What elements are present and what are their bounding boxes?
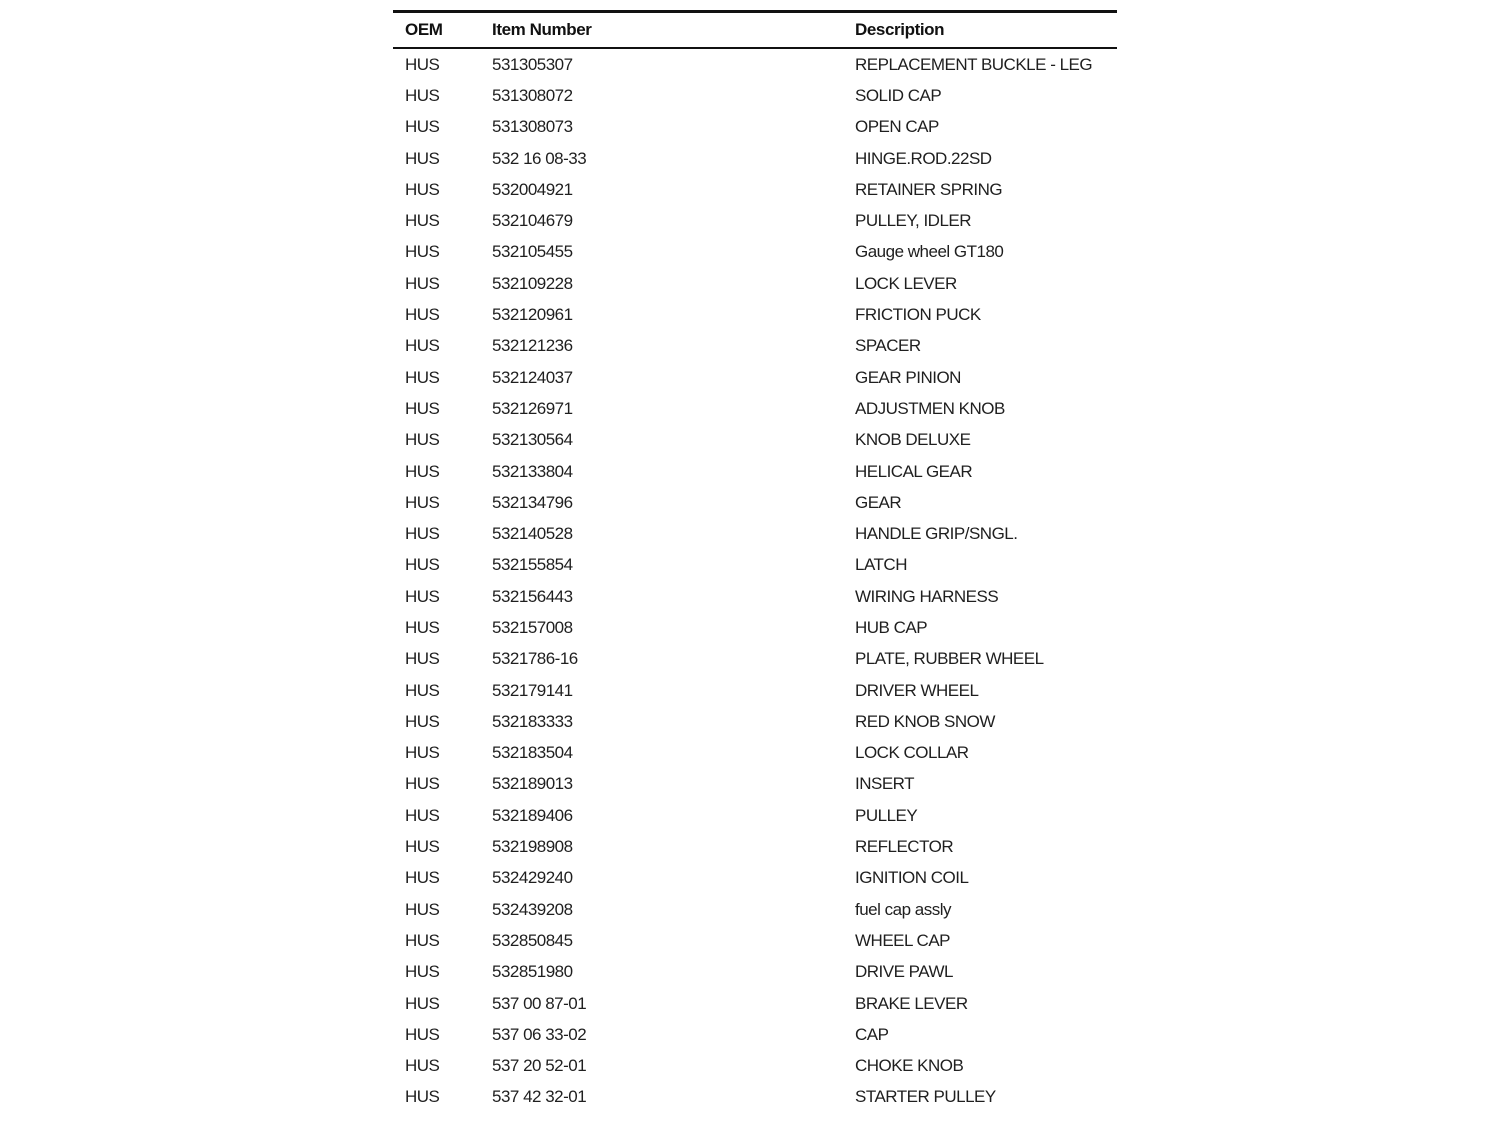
cell-item-number: 532189013	[492, 774, 573, 794]
cell-oem: HUS	[405, 398, 440, 418]
cell-oem: HUS	[405, 367, 440, 387]
header-row	[393, 12, 1117, 49]
table-row	[393, 706, 1117, 737]
cell-description: STARTER PULLEY	[855, 1087, 996, 1107]
cell-oem: HUS	[405, 555, 440, 575]
cell-oem: HUS	[405, 179, 440, 199]
cell-description: CHOKE KNOB	[855, 1056, 964, 1076]
cell-description: REPLACEMENT BUCKLE - LEG	[855, 54, 1093, 74]
cell-description: RETAINER SPRING	[855, 179, 1003, 199]
table-row	[393, 299, 1117, 330]
cell-description: PULLEY	[855, 805, 918, 825]
cell-item-number: 532179141	[492, 680, 573, 700]
table-row	[393, 831, 1117, 862]
column-header-item-number: Item Number	[492, 12, 855, 49]
cell-description: CAP	[855, 1024, 889, 1044]
table-row	[393, 894, 1117, 925]
cell-description: LOCK LEVER	[855, 273, 957, 293]
cell-description: LOCK COLLAR	[855, 743, 969, 763]
table-row	[393, 143, 1117, 174]
table-row	[393, 550, 1117, 581]
column-header-oem: OEM	[393, 12, 492, 49]
cell-item-number: 532189406	[492, 805, 573, 825]
cell-item-number: 5321786-16	[492, 649, 578, 669]
cell-description: ADJUSTMEN KNOB	[855, 398, 1005, 418]
cell-item-number: 537 06 33-02	[492, 1024, 587, 1044]
cell-oem: HUS	[405, 649, 440, 669]
cell-item-number: 532109228	[492, 273, 573, 293]
cell-oem: HUS	[405, 805, 440, 825]
cell-description: HUB CAP	[855, 617, 928, 637]
cell-item-number: 532157008	[492, 617, 573, 637]
cell-item-number: 532851980	[492, 962, 573, 982]
cell-item-number: 532439208	[492, 899, 573, 919]
cell-item-number: 537 20 52-01	[492, 1056, 587, 1076]
cell-description: Gauge wheel GT180	[855, 242, 1004, 262]
cell-item-number: 532121236	[492, 336, 573, 356]
cell-item-number: 532850845	[492, 930, 573, 950]
cell-description: INSERT	[855, 774, 915, 794]
cell-oem: HUS	[405, 586, 440, 606]
table-row	[393, 48, 1117, 80]
table-row	[393, 393, 1117, 424]
table-row	[393, 957, 1117, 988]
cell-description: PULLEY, IDLER	[855, 211, 972, 231]
cell-oem: HUS	[405, 242, 440, 262]
table-row	[393, 1082, 1117, 1113]
cell-oem: HUS	[405, 711, 440, 731]
cell-description: RED KNOB SNOW	[855, 711, 995, 731]
table-row	[393, 1019, 1117, 1050]
table-row	[393, 612, 1117, 643]
table-row	[393, 205, 1117, 236]
table-row	[393, 425, 1117, 456]
cell-item-number: 532140528	[492, 524, 573, 544]
cell-item-number: 532126971	[492, 398, 573, 418]
cell-oem: HUS	[405, 774, 440, 794]
cell-description: LATCH	[855, 555, 907, 575]
cell-oem: HUS	[405, 993, 440, 1013]
table-row	[393, 1051, 1117, 1082]
table-row	[393, 644, 1117, 675]
cell-oem: HUS	[405, 273, 440, 293]
cell-oem: HUS	[405, 1087, 440, 1107]
cell-description: OPEN CAP	[855, 117, 939, 137]
cell-description: HANDLE GRIP/SNGL.	[855, 524, 1018, 544]
cell-description: SOLID CAP	[855, 85, 942, 105]
table-row	[393, 112, 1117, 143]
table-row	[393, 362, 1117, 393]
table-row	[393, 174, 1117, 205]
table-row	[393, 738, 1117, 769]
cell-oem: HUS	[405, 461, 440, 481]
cell-item-number: 532155854	[492, 555, 573, 575]
cell-description: GEAR	[855, 492, 902, 512]
cell-item-number: 532133804	[492, 461, 573, 481]
cell-oem: HUS	[405, 148, 440, 168]
cell-item-number: 532156443	[492, 586, 573, 606]
cell-description: PLATE, RUBBER WHEEL	[855, 649, 1044, 669]
cell-item-number: 532183504	[492, 743, 573, 763]
cell-description: WHEEL CAP	[855, 930, 951, 950]
cell-oem: HUS	[405, 930, 440, 950]
cell-description: REFLECTOR	[855, 837, 954, 857]
cell-description: HELICAL GEAR	[855, 461, 973, 481]
cell-oem: HUS	[405, 1024, 440, 1044]
table-header	[393, 12, 1117, 49]
column-header-description: Description	[855, 12, 1117, 49]
cell-item-number: 531308073	[492, 117, 573, 137]
cell-item-number: 532183333	[492, 711, 573, 731]
cell-item-number: 532124037	[492, 367, 573, 387]
cell-oem: HUS	[405, 54, 440, 74]
table-row	[393, 487, 1117, 518]
cell-description: GEAR PINION	[855, 367, 961, 387]
cell-description: WIRING HARNESS	[855, 586, 999, 606]
table-row	[393, 988, 1117, 1019]
table-row	[393, 80, 1117, 111]
table-row	[393, 518, 1117, 549]
cell-item-number: 532134796	[492, 492, 573, 512]
cell-item-number: 531305307	[492, 54, 573, 74]
cell-item-number: 532130564	[492, 430, 573, 450]
cell-oem: HUS	[405, 336, 440, 356]
table-row	[393, 800, 1117, 831]
cell-oem: HUS	[405, 837, 440, 857]
cell-oem: HUS	[405, 962, 440, 982]
cell-item-number: 532198908	[492, 837, 573, 857]
cell-oem: HUS	[405, 680, 440, 700]
cell-item-number: 537 42 32-01	[492, 1087, 587, 1107]
cell-oem: HUS	[405, 524, 440, 544]
cell-oem: HUS	[405, 743, 440, 763]
table-row	[393, 925, 1117, 956]
cell-item-number: 532104679	[492, 211, 573, 231]
cell-description: DRIVE PAWL	[855, 962, 953, 982]
cell-oem: HUS	[405, 899, 440, 919]
table-row	[393, 268, 1117, 299]
table-row	[393, 863, 1117, 894]
cell-item-number: 537 00 87-01	[492, 993, 587, 1013]
cell-item-number: 532120961	[492, 305, 573, 325]
table-row	[393, 769, 1117, 800]
cell-description: IGNITION COIL	[855, 868, 969, 888]
cell-description: FRICTION PUCK	[855, 305, 981, 325]
cell-item-number: 532004921	[492, 179, 573, 199]
cell-description: BRAKE LEVER	[855, 993, 968, 1013]
cell-oem: HUS	[405, 1056, 440, 1076]
table-row	[393, 675, 1117, 706]
cell-description: DRIVER WHEEL	[855, 680, 979, 700]
table-row	[393, 331, 1117, 362]
cell-oem: HUS	[405, 85, 440, 105]
cell-oem: HUS	[405, 117, 440, 137]
cell-item-number: 532 16 08-33	[492, 148, 587, 168]
cell-description: KNOB DELUXE	[855, 430, 971, 450]
table-body	[393, 48, 1117, 1113]
cell-item-number: 532105455	[492, 242, 573, 262]
cell-oem: HUS	[405, 211, 440, 231]
cell-description: HINGE.ROD.22SD	[855, 148, 992, 168]
cell-oem: HUS	[405, 305, 440, 325]
cell-item-number: 531308072	[492, 85, 573, 105]
parts-table	[393, 10, 1117, 1113]
cell-item-number: 532429240	[492, 868, 573, 888]
table-row	[393, 581, 1117, 612]
cell-oem: HUS	[405, 430, 440, 450]
table-row	[393, 456, 1117, 487]
cell-oem: HUS	[405, 868, 440, 888]
table-row	[393, 237, 1117, 268]
cell-oem: HUS	[405, 492, 440, 512]
cell-oem: HUS	[405, 617, 440, 637]
cell-description: SPACER	[855, 336, 921, 356]
cell-description: fuel cap assly	[855, 899, 951, 919]
